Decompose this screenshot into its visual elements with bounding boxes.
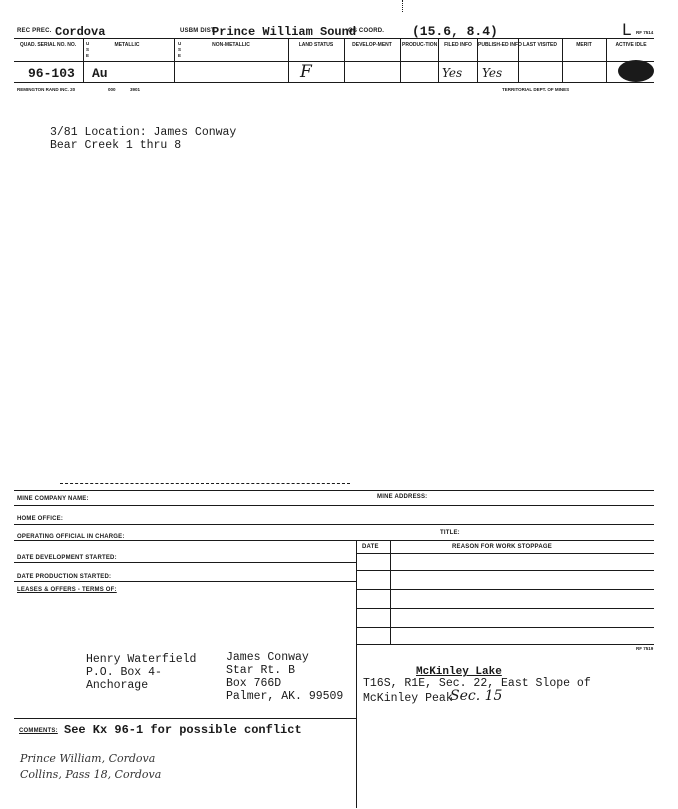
usbm-dist-value: Prince William Sound [212, 25, 357, 39]
col-published-info: PUBLISH-ED INFO [478, 42, 522, 48]
date-column-header: DATE [362, 544, 379, 550]
stoppage-date-divider [390, 540, 391, 644]
form-rule [14, 718, 356, 719]
date-production-label: DATE PRODUCTION STARTED: [17, 574, 112, 580]
operating-official-label: OPERATING OFFICIAL IN CHARGE: [17, 534, 125, 540]
col-development: DEVELOP-MENT [352, 42, 392, 48]
printer-code-2: 3901 [130, 87, 141, 92]
col-sep [438, 38, 439, 82]
published-info-value: Yes [482, 66, 503, 80]
owner-1: Henry Waterfield P.O. Box 4- Anchorage [86, 653, 197, 692]
handwritten-section: Sec. 15 [450, 688, 503, 704]
ink-blot [618, 60, 654, 82]
col-metallic: METALLIC [114, 42, 140, 48]
col-sep [606, 38, 607, 82]
form-rule [14, 581, 356, 582]
stoppage-rule [356, 644, 654, 645]
printer-mark: REMINGTON RAND INC. 20 [17, 87, 76, 92]
rec-prec-value: Cordova [55, 25, 106, 39]
form-rule [14, 490, 654, 491]
date-development-label: DATE DEVELOPMENT STARTED: [17, 555, 117, 561]
metallic-value: Au [92, 66, 108, 81]
form-rule [14, 562, 356, 563]
territorial-mark: TERRITORIAL DEPT. OF MINES [502, 87, 570, 92]
col-last-visited: LAST VISITED [523, 42, 557, 48]
leases-offers-label: LEASES & OFFERS - TERMS OF: [17, 587, 117, 593]
handwritten-note-2: Collins, Pass 18, Cordova [20, 768, 162, 781]
nonmetallic-use-markers: U S E [178, 41, 182, 58]
col-sep [174, 38, 175, 82]
comments-label: COMMENTS: [19, 728, 58, 734]
header-rule-mid [14, 61, 654, 62]
stoppage-rule [356, 553, 654, 554]
header-rule-bottom [14, 82, 654, 83]
col-filed-info: FILED INFO [444, 42, 472, 48]
comments-text: See Kx 96-1 for possible conflict [64, 723, 302, 737]
stoppage-rule [356, 627, 654, 628]
metallic-use-markers: U S E [86, 41, 90, 58]
coord-value: (15.6, 8.4) [412, 24, 498, 39]
stoppage-rule [356, 608, 654, 609]
header-rule-top [14, 38, 654, 39]
col-non-metallic: NON-METALLIC [212, 42, 250, 48]
stoppage-rule [356, 589, 654, 590]
form-rule [14, 505, 654, 506]
stoppage-divider [356, 540, 357, 808]
col-sep [518, 38, 519, 82]
coord-label: GS COORD. [348, 28, 385, 34]
mine-address-label: MINE ADDRESS: [377, 494, 428, 500]
home-office-label: HOME OFFICE: [17, 516, 64, 522]
mine-company-label: MINE COMPANY NAME: [17, 496, 89, 502]
quad-serial-value: 96-103 [28, 66, 75, 81]
form-number: RF 7519 [636, 646, 654, 651]
land-status-value: F [300, 62, 312, 82]
filed-info-value: Yes [442, 66, 463, 80]
usbm-dist-label: USBM DIST [180, 28, 215, 34]
location-lake: McKinley Lake [416, 666, 502, 678]
col-land-status: LAND STATUS [298, 42, 334, 48]
reason-column-header: REASON FOR WORK STOPPAGE [452, 544, 552, 550]
col-sep [288, 38, 289, 82]
owner-2: James Conway Star Rt. B Box 766D Palmer, AK. 99509 [226, 651, 344, 703]
location-note: 3/81 Location: James Conway Bear Creek 1 thru 8 [50, 126, 237, 152]
col-quad-serial: QUAD. SERIAL NO. NO. [19, 42, 77, 48]
fold-mark [402, 0, 403, 12]
title-label: TITLE: [440, 530, 460, 536]
col-production: PRODUC-TION [402, 42, 438, 48]
location-line-1: T16S, R1E, Sec. 22, East Slope of [363, 677, 591, 690]
stoppage-rule [356, 570, 654, 571]
tear-line [60, 483, 350, 484]
col-sep [477, 38, 478, 82]
col-active-idle: ACTIVE IDLE [615, 42, 647, 48]
handwritten-note-1: Prince William, Cordova [20, 752, 156, 765]
col-sep [83, 38, 84, 82]
corner-form-number: RF 7514 [636, 30, 654, 35]
col-merit: MERIT [576, 42, 592, 48]
col-sep [344, 38, 345, 82]
col-sep [562, 38, 563, 82]
printer-code-1: 000 [108, 87, 116, 92]
col-sep [400, 38, 401, 82]
location-line-2: McKinley Peak [363, 692, 453, 705]
corner-letter: L [622, 20, 631, 39]
form-rule [14, 540, 654, 541]
rec-prec-label: REC PREC. [17, 28, 52, 34]
form-rule [14, 524, 654, 525]
